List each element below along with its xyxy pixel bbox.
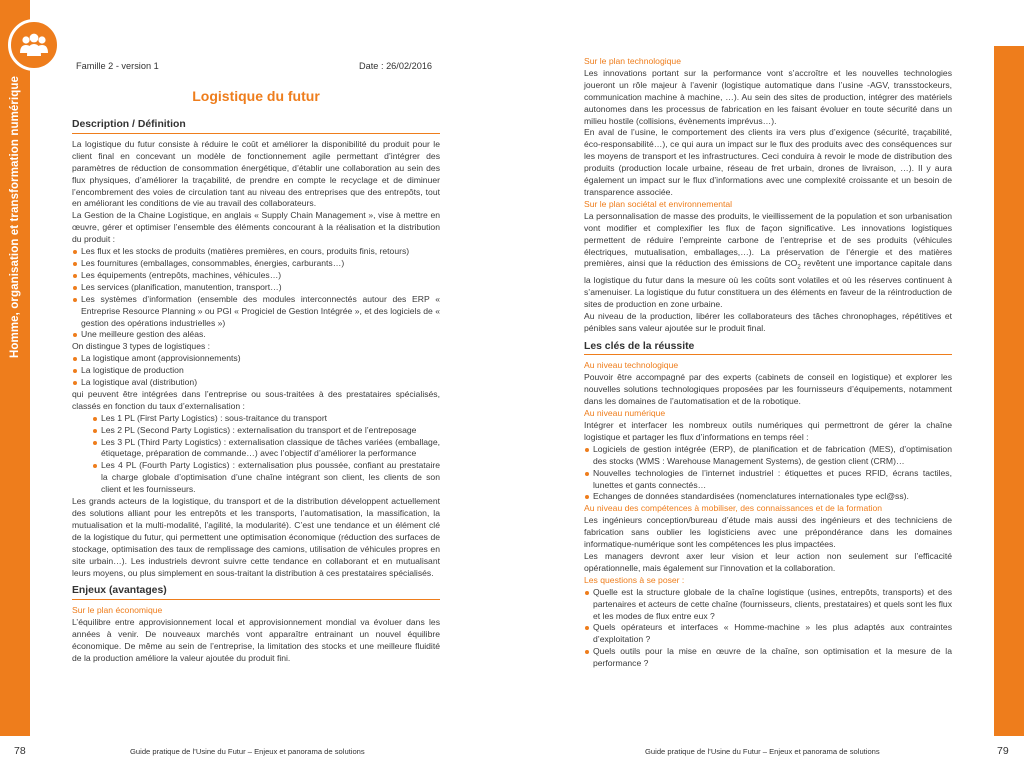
list-item: Echanges de données standardisées (nomenclatures internationales type ecl@ss).: [584, 491, 952, 503]
list-item: Les 2 PL (Second Party Logistics) : externalisation du transport et de l’entreposage: [92, 425, 440, 437]
list-item: Les flux et les stocks de produits (matières premières, en cours, produits finis, retours): [72, 246, 440, 258]
pl-levels-list: [72, 413, 440, 496]
economic-paragraph: L’équilibre entre approvisionnement local et approvisionnement mondial va évoluer dans les années à venir. De nouveaux marchés vont apparaître entrainant un nouvel équilibre économique. De même au sein de l’entreprise, la limitation des stocks et une meilleure fluidité de la production améliore la valeur ajoutée du produit fini.: [72, 617, 440, 663]
list-item: Les services (planification, manutention, transport…): [72, 282, 440, 294]
footer-guide-left: Guide pratique de l’Usine du Futur – Enjeux et panorama de solutions: [130, 747, 365, 756]
tech-paragraph-1: Les innovations portant sur la performance vont s’accroître et les nouvelles technologies joueront un rôle majeur à l’avenir (logistique automatique dans l’usine -AGV, transstockeurs, communication machine à machine, …). Au sein des sites de production, intégrer des matériels autonomes dans les processus de fabrication en les faisant évoluer en toute sécurité dans un milieu hostile (collisions, évènements imprévus…).: [584, 67, 952, 126]
page-number-left: 78: [14, 745, 26, 757]
questions-subheading: Les questions à se poser :: [584, 574, 685, 585]
list-item: Nouvelles technologies de l’internet industriel : étiquettes et puces RFID, écrans tactiles, lunettes et gants connectés…: [584, 468, 952, 492]
types-intro: On distingue 3 types de logistiques :: [72, 341, 211, 352]
list-item: Quels outils pour la mise en œuvre de la chaîne, son optimisation et la mesure de la performance ?: [584, 646, 952, 670]
list-item: Les systèmes d’information (ensemble des modules interconnectés autour des ERP « Entreprise Resource Planning » ou PGI « Progiciel de Gestion Intégrée », et des logiciels de « gestion des opérations industrielles »): [72, 294, 440, 330]
societal-paragraph-2: Au niveau de la production, libérer les collaborateurs des tâches chronophages, répétitives et pénibles sans valeur ajoutée sur le produit final.: [584, 310, 952, 333]
list-item: Les 1 PL (First Party Logistics) : sous-traitance du transport: [92, 413, 440, 425]
list-item: La logistique de production: [72, 365, 440, 377]
list-item: Les 3 PL (Third Party Logistics) : externalisation classique de tâches variées (emballage, étiquetage, préparation de commande…) avec l’objectif d’améliorer la performance: [92, 437, 440, 461]
right-orange-band: [994, 46, 1024, 736]
digital-subheading: Au niveau numérique: [584, 408, 666, 419]
list-item: Quelle est la structure globale de la chaîne logistique (usines, entrepôts, transports) et des partenaires et acteurs de cette chaîne (fournisseurs, clients, prestataires) et quels sont les flux et les modes de flux entre eux ?: [584, 587, 952, 623]
list-item: Logiciels de gestion intégrée (ERP), de planification et de fabrication (MES), d’optimisation des stocks (WMS : Warehouse Management Systems), de gestion client (CRM)…: [584, 444, 952, 468]
societal-text-a: La personnalisation de masse des produits, le vieillissement de la population et son urbanisation vont modifier et complexifier les flux de façon significative. Les innovations logistiques permettent de réduire l’empreinte carbone de l’entreprise et de ses produits (véhicules électriques, mutualisation, emballages,…). La préservation de l’énergie et des matières premières, ainsi que la réduction des émissions de CO: [584, 210, 952, 269]
co2-subscript: 2: [797, 265, 801, 272]
digital-list: [584, 444, 952, 504]
actors-paragraph: Les grands acteurs de la logistique, du transport et de la distribution développent actuellement des solutions alliant pour les entrepôts et les transports, l’automatisation, la massification, la mutualisation et la multi-modalité, l’agilité, la modularité). C’est une tendance et un élément clé de la logistique du futur, qui permettent une optimisation économique (réduction des surfaces de stockage, optimisation des taux de remplissage des camions, utilisation de véhicules propres en site urbain…). Les industriels devront suivre cette tendance en collaborant et en mutualisant leurs moyens, ou plus simplement en sous-traitant la distribution à ces prestataires spécialisés.: [72, 496, 440, 578]
stakes-heading: Enjeux (avantages): [72, 585, 440, 600]
document-family: Famille 2 - version 1: [76, 61, 159, 71]
list-item: Les 4 PL (Fourth Party Logistics) : externalisation plus poussée, confiant au prestataire la charge globale d’optimisation d’une chaîne intégrant son client, les clients de son client et les fournisseurs.: [92, 460, 440, 496]
vertical-title-text: Homme, organisation et transformation numérique: [9, 75, 22, 359]
section-vertical-title: [3, 75, 27, 359]
economic-subheading: Sur le plan économique: [72, 605, 163, 616]
description-heading: Description / Définition: [72, 119, 440, 134]
tech-level-paragraph: Pouvoir être accompagné par des experts (cabinets de conseil en logistique) et explorer les nouvelles solutions technologiques proposées par les fournisseurs d’équipements, notamment dans les domaines de l’automatisation et de la robotique.: [584, 372, 952, 407]
types-list: [72, 353, 440, 389]
tech-level-subheading: Au niveau technologique: [584, 360, 679, 371]
skills-subheading: Au niveau des compétences à mobiliser, des connaissances et de la formation: [584, 503, 883, 514]
right-column: [584, 56, 952, 670]
list-item: Une meilleure gestion des aléas.: [72, 329, 440, 341]
societal-subheading: Sur le plan sociétal et environnemental: [584, 198, 733, 209]
list-item: La logistique aval (distribution): [72, 377, 440, 389]
left-column: [72, 119, 440, 665]
footer-guide-right: Guide pratique de l’Usine du Futur – Enjeux et panorama de solutions: [645, 747, 880, 756]
list-item: Quels opérateurs et interfaces « Homme-machine » les plus adaptés aux contraintes d’exploitation ?: [584, 622, 952, 646]
page-number-right: 79: [997, 745, 1009, 757]
flows-list: [72, 246, 440, 341]
societal-text-b: revêtent une importance capitale dans la logistique du futur dans la mesure où les coûts sont volatiles et où les réserves continuent à s’amenuiser. La logistique du futur constituera un des éléments en faveur de la réintroduction de sites de production en zone urbaine.: [584, 258, 952, 309]
list-item: Les fournitures (emballages, consommables, énergies, carburants…): [72, 258, 440, 270]
description-paragraph: La logistique du futur consiste à réduire le coût et améliorer la disponibilité du produit pour le client final en concevant un modèle de fonctionnement agile permettant d’intégrer des paramètres de réduction de consommation énergétique, d’établir une collaboration au sein des flux physiques, d’améliorer la traçabilité, de prendre en compte le recyclage et de diminuer l’encombrement des voies de circulation tant au niveau des entreprises que des entrepôts, tout en améliorant les conditions de vie au travail des collaborateurs.: [72, 138, 440, 209]
document-date: Date : 26/02/2016: [359, 61, 433, 71]
tech-subheading: Sur le plan technologique: [584, 56, 681, 66]
societal-paragraph-1: [584, 211, 952, 311]
keys-heading: Les clés de la réussite: [584, 341, 952, 356]
tech-paragraph-2: En aval de l’usine, le comportement des clients ira vers plus d’exigence (sécurité, traçabilité, éco-responsabilité…), ce qui aura un impact sur le flux des produits avec des conséquences sur les moyens de transport et les infrastructures. Ceci conduira à revoir le mode de distribution des produits (production locale urbaine, réseau de fret urbain, drones de livraison, …). Il y aura également un impact sur le flux d’informations avec une complexité croissante et un besoin de transparence associée.: [584, 127, 952, 197]
externalisation-intro: qui peuvent être intégrées dans l’entreprise ou sous-traitées à des prestataires spécialisés, classés en fonction du taux d’externalisation :: [72, 388, 440, 411]
digital-intro: Intégrer et interfacer les nombreux outils numériques qui permettront de gérer la chaîne logistique et partager les flux d’informations en temps réel :: [584, 420, 952, 442]
list-item: La logistique amont (approvisionnements): [72, 353, 440, 365]
people-group-icon: [8, 19, 60, 71]
questions-list: [584, 587, 952, 670]
skills-paragraph-2: Les managers devront axer leur vision et leur action non seulement sur l’efficacité opérationnelle, mais également sur l’innovation et la collaboration.: [584, 550, 952, 573]
list-item: Les équipements (entrepôts, machines, véhicules…): [72, 270, 440, 282]
skills-paragraph-1: Les ingénieurs conception/bureau d’étude mais aussi des ingénieurs et des techniciens de fabrication sans oublier les logisticiens avec une prépondérance dans les domaines informatique-numérique sont les compétences les plus impactées.: [584, 515, 952, 550]
page-title: Logistique du futur: [192, 88, 320, 104]
scm-paragraph: La Gestion de la Chaine Logistique, en anglais « Supply Chain Management », vise à mettre en œuvre, gérer et optimiser l’ensemble des éléments concourant à la réalisation et la distribution du produit :: [72, 210, 440, 245]
